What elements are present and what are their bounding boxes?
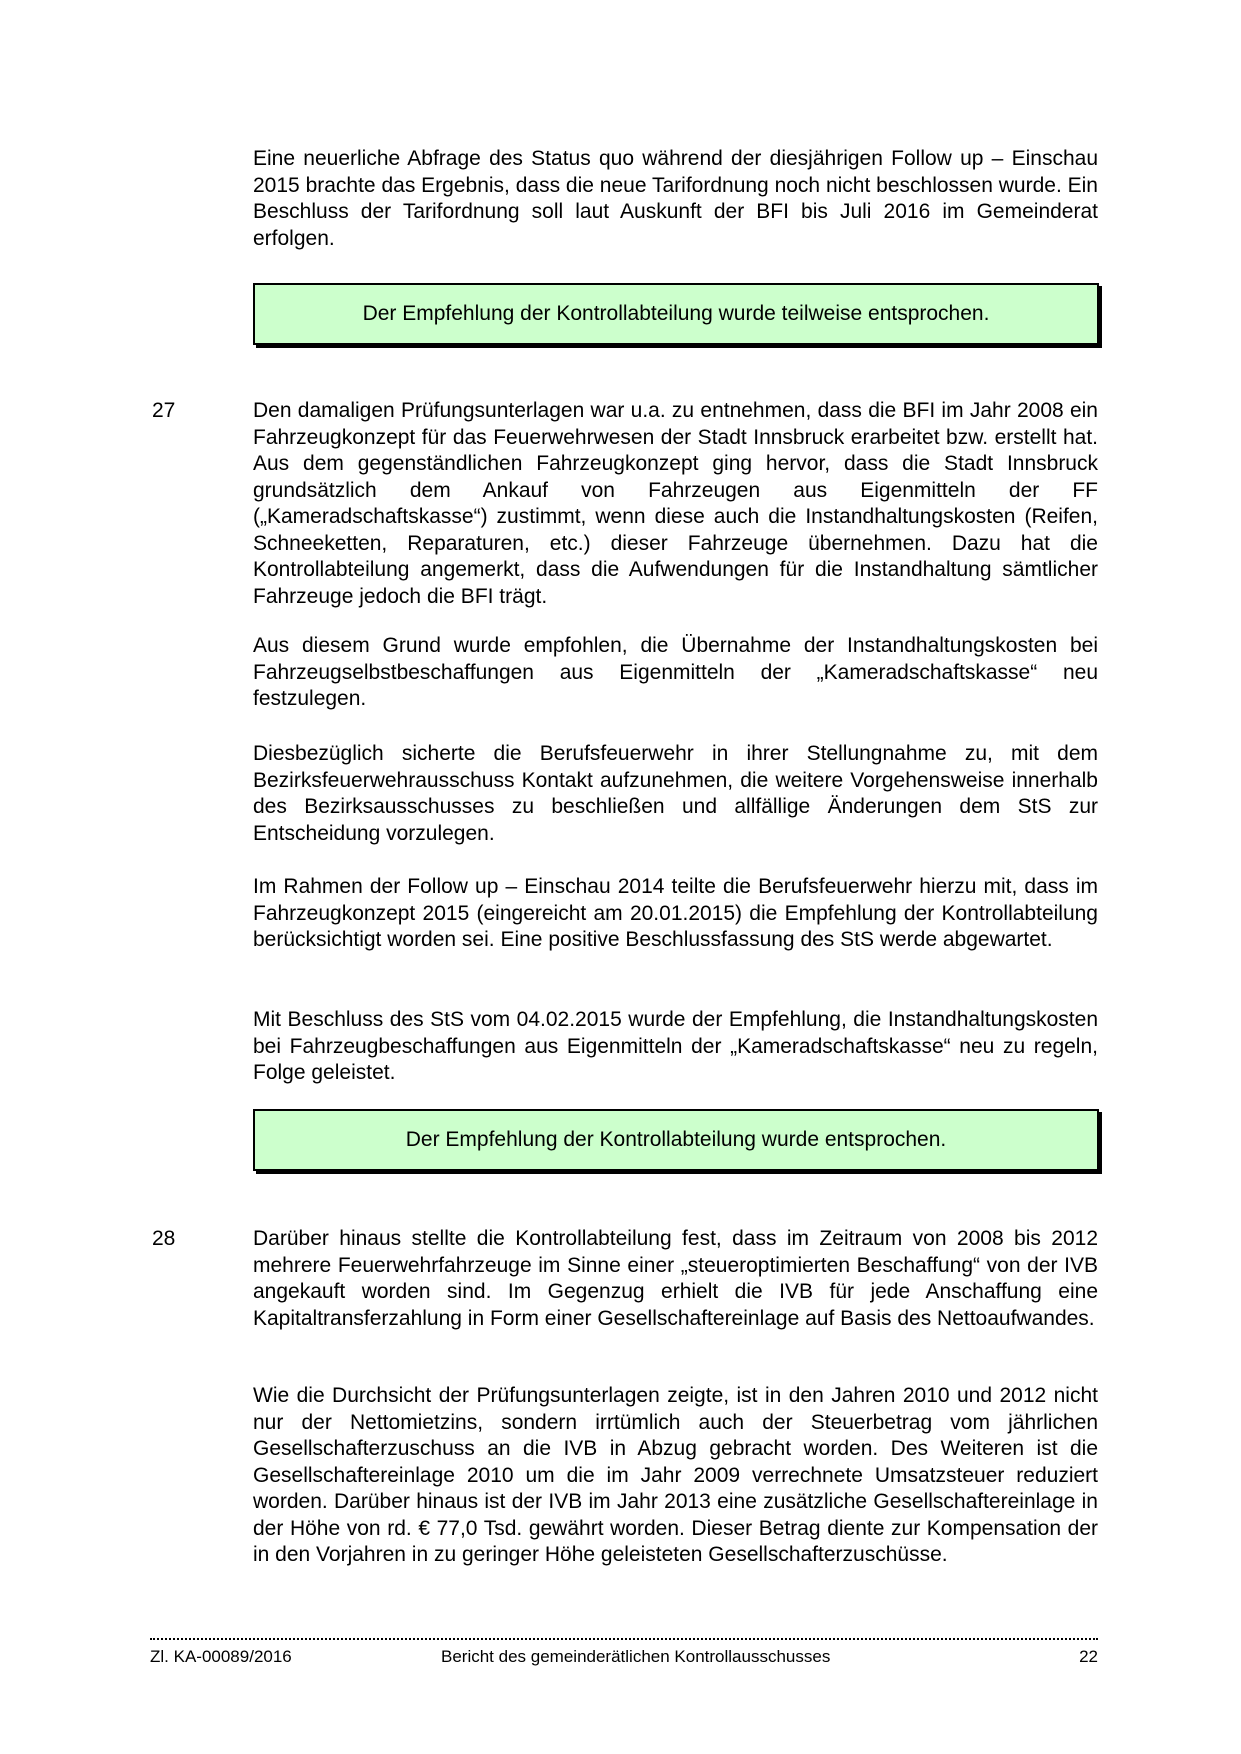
footer-title: Bericht des gemeinderätlichen Kontrollausschusses (441, 1647, 831, 1666)
section-number-28: 28 (152, 1227, 176, 1250)
footer-reference: Zl. KA-00089/2016 (150, 1647, 292, 1666)
section-27-paragraph-5: Mit Beschluss des StS vom 04.02.2015 wurde der Empfehlung, die Instandhaltungskosten bei Fahrzeugbeschaffungen aus Eigenmitteln der „Kameradschaftskasse“ neu zu regeln, Folge geleistet. (253, 1008, 1098, 1084)
intro-paragraph: Eine neuerliche Abfrage des Status quo während der diesjährigen Follow up – Einschau 2015 brachte das Ergebnis, dass die neue Tarifordnung noch nicht beschlossen wurde. Ein Beschluss der Tarifordnung soll laut Auskunft der BFI bis Juli 2016 im Gemeinderat erfolgen. (253, 147, 1098, 250)
recommendation-status-box-27: Der Empfehlung der Kontrollabteilung wurde entsprochen. (253, 1109, 1099, 1171)
section-27-paragraph-1: Den damaligen Prüfungsunterlagen war u.a. zu entnehmen, dass die BFI im Jahr 2008 ein Fahrzeugkonzept für das Feuerwehrwesen der Stadt Innsbruck erarbeitet bzw. erstellt hat. Aus dem gegenständlichen Fahrzeugkonzept ging hervor, dass die Stadt Innsbruck grundsätzlich dem Ankauf von Fahrzeugen aus Eigenmitteln der FF („Kameradschaftskasse“) zustimmt, wenn diese auch die Instandhaltungskosten (Reifen, Schneeketten, Reparaturen, etc.) dieser Fahrzeuge übernehmen. Dazu hat die Kontrollabteilung angemerkt, dass die Aufwendungen für die Instandhaltung sämtlicher Fahrzeuge jedoch die BFI trägt. (253, 399, 1098, 608)
footer-divider (150, 1638, 1098, 1640)
page-number: 22 (1079, 1647, 1098, 1666)
section-28-paragraph-1: Darüber hinaus stellte die Kontrollabteilung fest, dass im Zeitraum von 2008 bis 2012 mehrere Feuerwehrfahrzeuge im Sinne einer „steueroptimierten Beschaffung“ von der IVB angekauft worden sind. Im Gegenzug erhielt die IVB für jede Anschaffung eine Kapitaltransferzahlung in Form einer Gesellschaftereinlage auf Basis des Nettoaufwandes. (253, 1227, 1098, 1330)
section-number-27: 27 (152, 399, 176, 422)
section-27-paragraph-2: Aus diesem Grund wurde empfohlen, die Übernahme der Instandhaltungskosten bei Fahrzeugselbstbeschaffungen aus Eigenmitteln der „Kameradschaftskasse“ neu festzulegen. (253, 634, 1098, 710)
section-28-paragraph-2: Wie die Durchsicht der Prüfungsunterlagen zeigte, ist in den Jahren 2010 und 2012 nicht nur der Nettomietzins, sondern irrtümlich auch der Steuerbetrag vom jährlichen Gesellschafterzuschuss an die IVB in Abzug gebracht worden. Des Weiteren ist die Gesellschaftereinlage 2010 um die im Jahr 2009 verrechnete Umsatzsteuer reduziert worden. Darüber hinaus ist der IVB im Jahr 2013 eine zusätzliche Gesellschaftereinlage in der Höhe von rd. € 77,0 Tsd. gewährt worden. Dieser Betrag diente zur Kompensation der in den Vorjahren in zu geringer Höhe geleisteten Gesellschafterzuschüsse. (253, 1384, 1098, 1566)
section-27-paragraph-4: Im Rahmen der Follow up – Einschau 2014 teilte die Berufsfeuerwehr hierzu mit, dass im Fahrzeugkonzept 2015 (eingereicht am 20.01.2015) die Empfehlung der Kontrollabteilung berücksichtigt worden sei. Eine positive Beschlussfassung des StS werde abgewartet. (253, 875, 1098, 951)
section-27-paragraph-3: Diesbezüglich sicherte die Berufsfeuerwehr in ihrer Stellungnahme zu, mit dem Bezirksfeuerwehrausschuss Kontakt aufzunehmen, die weitere Vorgehensweise innerhalb des Bezirksausschusses zu beschließen und allfällige Änderungen dem StS zur Entscheidung vorzulegen. (253, 742, 1098, 845)
recommendation-status-box: Der Empfehlung der Kontrollabteilung wurde teilweise entsprochen. (253, 283, 1099, 345)
